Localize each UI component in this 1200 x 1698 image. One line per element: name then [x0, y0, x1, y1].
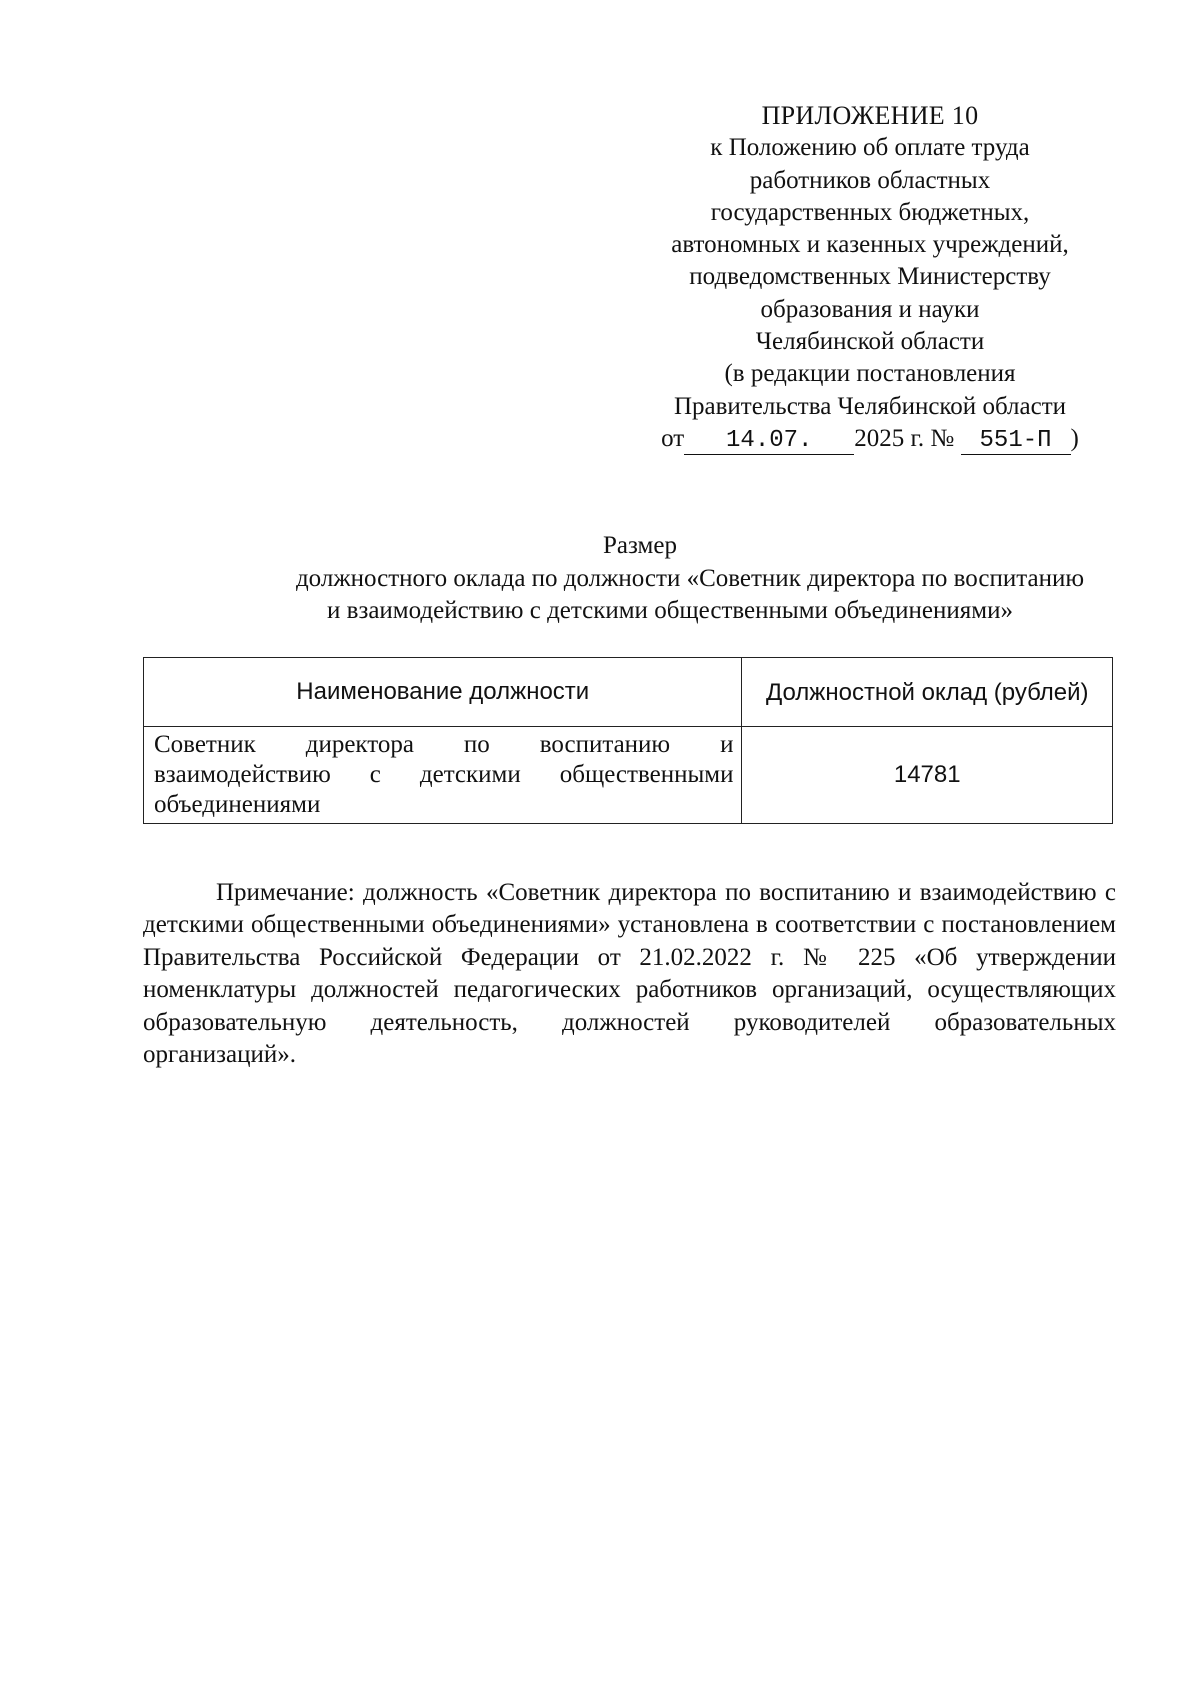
- closing-paren: ): [1070, 424, 1079, 452]
- appendix-line: Правительства Челябинской области: [673, 392, 1067, 420]
- heading-title: Размер: [603, 532, 677, 559]
- cell-salary: 14781: [742, 727, 1113, 824]
- appendix-line: автономных и казенных учреждений,: [671, 231, 1069, 259]
- heading-line: должностного оклада по должности «Советник директора по воспитанию: [295, 564, 1085, 592]
- appendix-line: (в редакции постановления: [724, 360, 1016, 388]
- appendix-header: [610, 100, 1130, 455]
- salary-table: [143, 657, 1113, 824]
- resolution-year: 2025 г. №: [854, 424, 955, 452]
- resolution-date: 14.07.: [684, 428, 854, 455]
- note-paragraph: Примечание: должность «Советник директора по воспитанию и взаимодействию с детскими общественными объединениями» установлена в соответствии с постановлением Правительства Российской Федерации от 21.02.2022 г. № 225 «Об утверждении номенклатуры должностей педагогических работников организаций, осуществляющих образовательную деятельность, должностей руководителей образовательных организаций».: [143, 879, 1116, 1069]
- header-salary: Должностной оклад (рублей): [742, 658, 1113, 727]
- table-header-row: [144, 658, 1113, 727]
- appendix-line: подведомственных Министерству: [689, 263, 1051, 291]
- table-row: [144, 727, 1113, 824]
- appendix-line: к Положению об оплате труда: [710, 134, 1030, 162]
- resolution-number: 551-П: [961, 428, 1071, 455]
- heading-line: и взаимодействию с детскими общественными объединениями»: [327, 597, 1013, 624]
- appendix-title: ПРИЛОЖЕНИЕ 10: [761, 101, 979, 130]
- document-heading: [140, 530, 1140, 628]
- date-prefix: от: [661, 424, 685, 452]
- cell-position-name: Советник директора по воспитанию и взаимодействию с детскими общественными объединениями: [144, 727, 742, 824]
- appendix-line: государственных бюджетных,: [710, 198, 1030, 226]
- appendix-line: работников областных: [749, 166, 991, 194]
- appendix-line: Челябинской области: [755, 328, 985, 356]
- appendix-line: образования и науки: [760, 295, 980, 323]
- header-position-name: Наименование должности: [144, 658, 742, 727]
- resolution-date-line: [610, 423, 1130, 455]
